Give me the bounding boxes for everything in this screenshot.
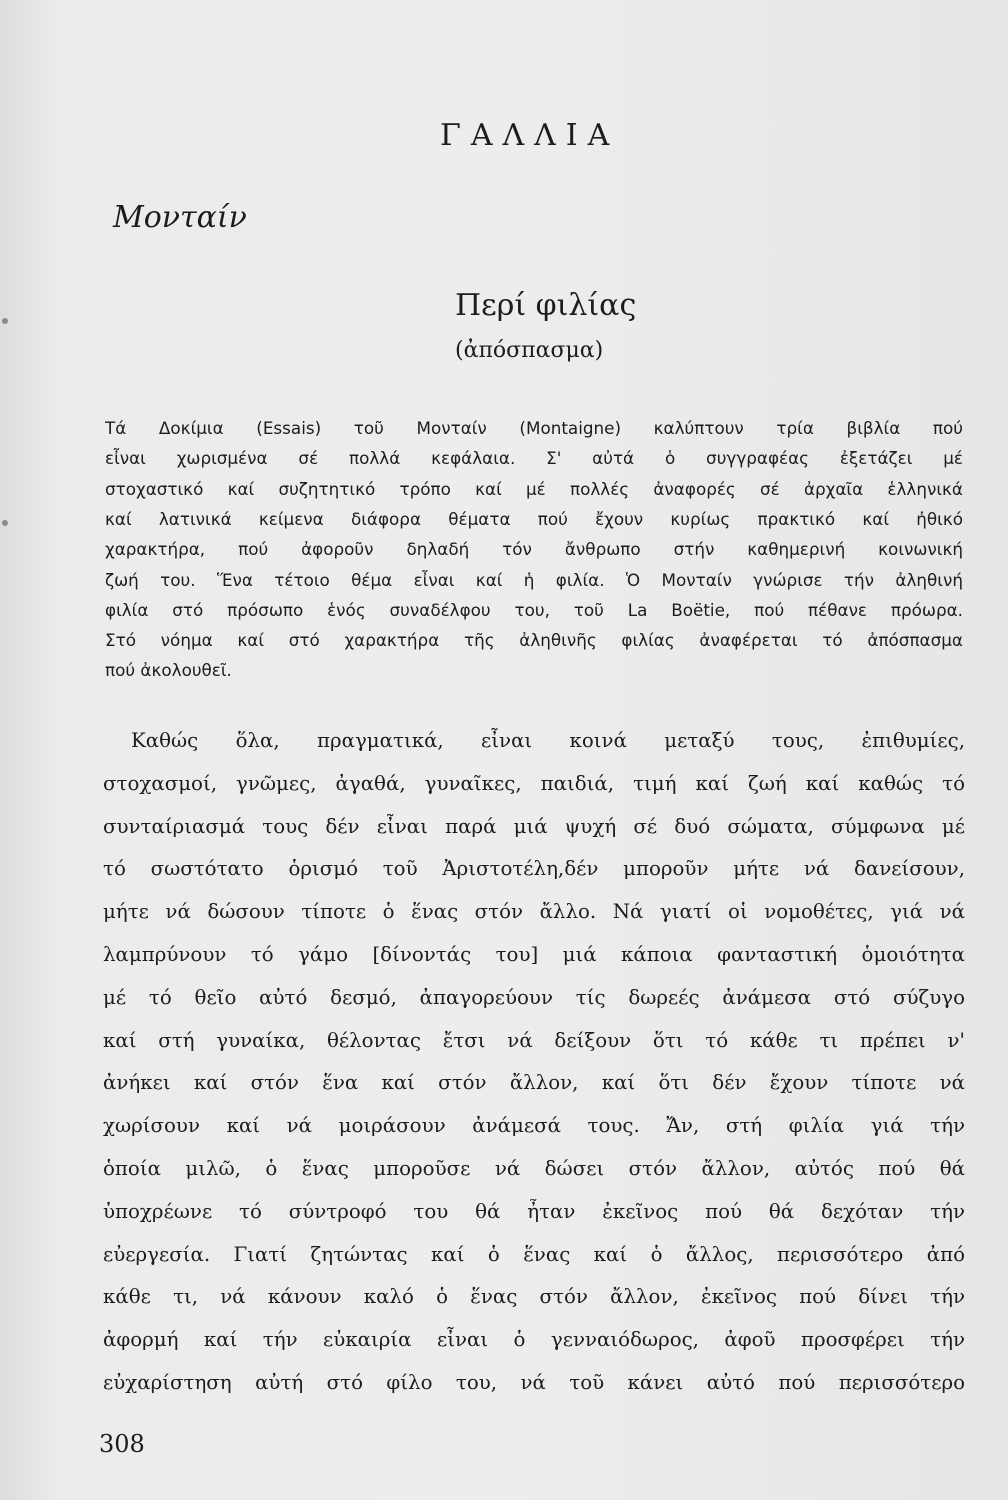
essay-title: Περί φιλίας xyxy=(455,288,637,323)
body-line: ἀνήκει καί στόν ἕνα καί στόν ἄλλον, καί ὅτι δέν ἔχουν τίποτε νά xyxy=(103,1071,965,1095)
body-line: τό σωστότατο ὁρισμό τοῦ Ἀριστοτέλη,δέν μποροῦν μήτε νά δανείσουν, xyxy=(103,857,965,881)
intro-line: χαρακτήρα, πού ἀφοροῦν δηλαδή τόν ἄνθρωπο στήν καθημερινή κοινωνική xyxy=(105,539,963,560)
intro-line: καί λατινικά κείμενα διάφορα θέματα πού ἔχουν κυρίως πρακτικό καί ἠθικό xyxy=(105,508,963,529)
intro-line: πού ἀκολουθεῖ. xyxy=(105,660,232,681)
body-line: ἀφορμή καί τήν εὐκαιρία εἶναι ὁ γενναιόδωρος, ἀφοῦ προσφέρει τήν xyxy=(103,1328,965,1352)
section-country-heading: ΓΑΛΛΙΑ xyxy=(440,118,620,153)
intro-line: Στό νόημα καί στό χαρακτήρα τῆς ἀληθινῆς φιλίας ἀναφέρεται τό ἀπόσπασμα xyxy=(105,630,963,651)
intro-line: εἶναι χωρισμένα σέ πολλά κεφάλαια. Σ' αὐτά ὁ συγγραφέας ἐξετάζει μέ xyxy=(105,448,963,469)
body-line: εὐχαρίστηση αὐτή στό φίλο του, νά τοῦ κάνει αὐτό πού περισσότερο xyxy=(103,1371,965,1394)
body-line: στοχασμοί, γνῶμες, ἀγαθά, γυναῖκες, παιδιά, τιμή καί ζωή καί καθώς τό xyxy=(103,771,965,795)
body-line: κάθε τι, νά κάνουν καλό ὁ ἕνας στόν ἄλλον, ἐκεῖνος πού δίνει τήν xyxy=(103,1285,965,1309)
body-line: Καθώς ὅλα, πραγματικά, εἶναι κοινά μεταξύ τους, ἐπιθυμίες, xyxy=(131,729,965,752)
intro-line: Τά Δοκίμια (Essais) τοῦ Μονταίν (Montaigne) καλύπτουν τρία βιβλία πού xyxy=(105,418,963,438)
margin-speck xyxy=(2,520,8,526)
intro-line: στοχαστικό καί συζητητικό τρόπο καί μέ πολλές ἀναφορές σέ ἀρχαῖα ἑλληνικά xyxy=(105,478,963,499)
essay-subtitle: (ἀπόσπασμα) xyxy=(455,338,604,363)
margin-speck xyxy=(2,318,8,324)
body-line: ὑποχρέωνε τό σύντροφό του θά ἦταν ἐκεῖνος πού θά δεχόταν τήν xyxy=(103,1199,965,1223)
body-line: λαμπρύνουν τό γάμο [δίνοντάς του] μιά κάποια φανταστική ὁμοιότητα xyxy=(103,943,965,966)
body-line: μήτε νά δώσουν τίποτε ὁ ἕνας στόν ἄλλο. Νά γιατί οἱ νομοθέτες, γιά νά xyxy=(103,900,965,924)
body-line: χωρίσουν καί νά μοιράσουν ἀνάμεσά τους. Ἄν, στή φιλία γιά τήν xyxy=(103,1114,965,1138)
body-line: καί στή γυναίκα, θέλοντας ἔτσι νά δείξουν ὅτι τό κάθε τι πρέπει ν' xyxy=(103,1028,965,1052)
intro-line: ζωή του. Ἕνα τέτοιο θέμα εἶναι καί ἡ φιλία. Ὁ Μονταίν γνώρισε τήν ἀληθινή xyxy=(105,569,963,590)
page-number: 308 xyxy=(99,1430,145,1458)
body-line: συνταίριασμά τους δέν εἶναι παρά μιά ψυχή σέ δυό σώματα, σύμφωνα μέ xyxy=(103,814,965,838)
body-line: εὐεργεσία. Γιατί ζητώντας καί ὁ ἕνας καί ὁ ἄλλος, περισσότερο ἀπό xyxy=(103,1242,965,1266)
author-name: Μονταίν xyxy=(113,200,247,235)
intro-line: φιλία στό πρόσωπο ἑνός συναδέλφου του, τοῦ La Boëtie, πού πέθανε πρόωρα. xyxy=(105,599,963,620)
body-line: ὁποία μιλῶ, ὁ ἕνας μποροῦσε νά δώσει στόν ἄλλον, αὐτός πού θά xyxy=(103,1157,965,1180)
body-line: μέ τό θεῖο αὐτό δεσμό, ἀπαγορεύουν τίς δωρεές ἀνάμεσα στό σύζυγο xyxy=(103,985,965,1009)
